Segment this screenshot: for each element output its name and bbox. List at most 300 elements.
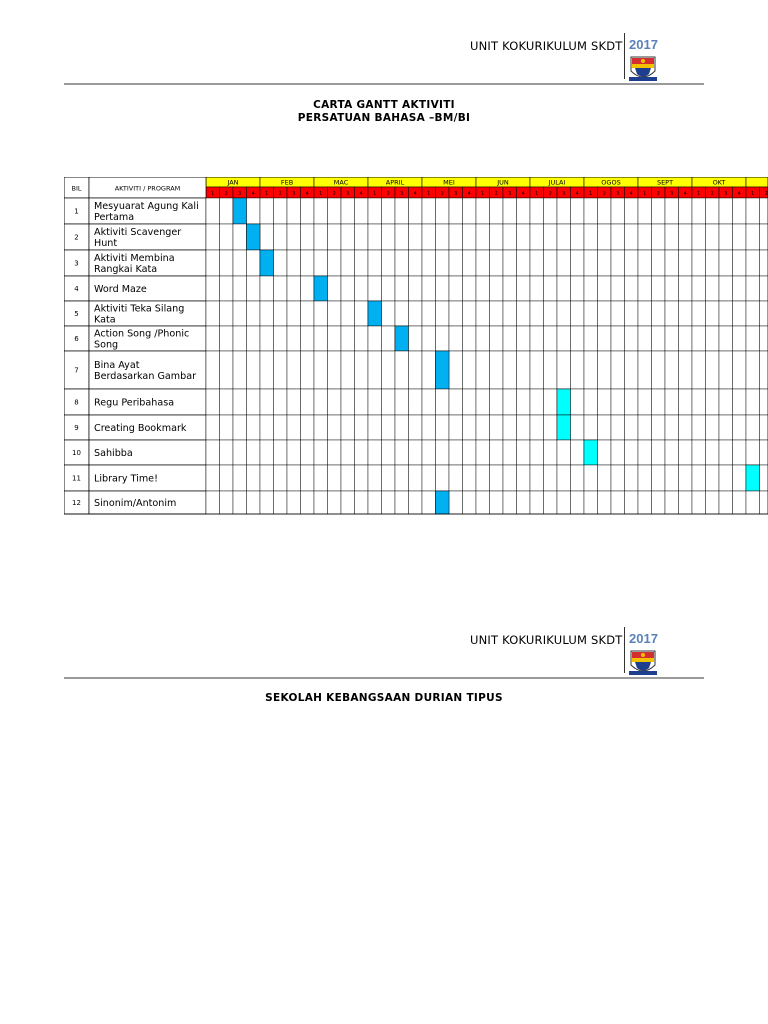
grid-cell <box>409 389 423 415</box>
bil-number: 12 <box>72 499 81 507</box>
grid-cell <box>382 276 396 301</box>
grid-cell <box>557 224 571 250</box>
grid-cell <box>517 326 531 351</box>
grid-cell <box>260 276 274 301</box>
grid-cell <box>233 465 247 491</box>
activity-label: Song <box>94 339 119 351</box>
grid-cell <box>463 198 477 224</box>
grid-cell <box>314 389 328 415</box>
grid-cell <box>503 415 517 440</box>
grid-cell <box>206 389 220 415</box>
week-label: 3 <box>238 191 242 197</box>
grid-cell <box>328 224 342 250</box>
grid-cell <box>409 276 423 301</box>
grid-cell <box>368 198 382 224</box>
gantt-bar <box>436 491 450 514</box>
week-label: 1 <box>373 191 377 197</box>
grid-cell <box>598 326 612 351</box>
grid-cell <box>382 389 396 415</box>
grid-cell <box>733 389 747 415</box>
school-name: SEKOLAH KEBANGSAAN DURIAN TIPUS <box>265 692 503 704</box>
grid-cell <box>422 250 436 276</box>
grid-cell <box>706 351 720 389</box>
grid-cell <box>395 440 409 465</box>
grid-cell <box>341 351 355 389</box>
grid-cell <box>557 326 571 351</box>
grid-cell <box>206 301 220 326</box>
grid-cell <box>530 351 544 389</box>
grid-cell <box>706 465 720 491</box>
activity-label: Word Maze <box>94 284 147 295</box>
grid-cell <box>517 351 531 389</box>
grid-cell <box>247 250 261 276</box>
grid-cell <box>233 351 247 389</box>
week-label: 2 <box>656 191 660 197</box>
grid-cell <box>247 465 261 491</box>
grid-cell <box>476 491 490 514</box>
grid-cell <box>341 389 355 415</box>
grid-cell <box>341 250 355 276</box>
grid-cell <box>422 491 436 514</box>
month-label: JULAI <box>548 178 566 187</box>
grid-cell <box>665 198 679 224</box>
grid-cell <box>503 491 517 514</box>
week-label: 4 <box>359 191 363 197</box>
grid-cell <box>530 198 544 224</box>
grid-cell <box>463 224 477 250</box>
grid-cell <box>247 326 261 351</box>
grid-cell <box>571 326 585 351</box>
grid-cell <box>719 440 733 465</box>
grid-cell <box>301 224 315 250</box>
grid-cell <box>584 415 598 440</box>
grid-cell <box>409 440 423 465</box>
grid-cell <box>760 415 768 440</box>
grid-cell <box>638 465 652 491</box>
week-label: 2 <box>710 191 714 197</box>
month-label: SEPT <box>656 178 674 187</box>
grid-cell <box>341 276 355 301</box>
grid-cell <box>625 198 639 224</box>
grid-cell <box>436 276 450 301</box>
activity-label: Pertama <box>94 212 135 224</box>
grid-cell <box>584 389 598 415</box>
grid-cell <box>679 351 693 389</box>
grid-cell <box>598 465 612 491</box>
grid-cell <box>287 351 301 389</box>
grid-cell <box>544 326 558 351</box>
grid-cell <box>436 465 450 491</box>
grid-cell <box>463 389 477 415</box>
grid-cell <box>530 389 544 415</box>
grid-cell <box>652 440 666 465</box>
grid-cell <box>692 440 706 465</box>
week-label: 4 <box>683 191 687 197</box>
grid-cell <box>719 198 733 224</box>
grid-cell <box>422 415 436 440</box>
grid-cell <box>665 491 679 514</box>
grid-cell <box>733 326 747 351</box>
grid-cell <box>247 415 261 440</box>
grid-cell <box>395 198 409 224</box>
grid-cell <box>422 326 436 351</box>
grid-cell <box>638 250 652 276</box>
gantt-bar <box>746 465 760 491</box>
grid-cell <box>463 491 477 514</box>
grid-cell <box>206 465 220 491</box>
grid-cell <box>355 326 369 351</box>
grid-cell <box>611 250 625 276</box>
grid-cell <box>638 491 652 514</box>
grid-cell <box>571 276 585 301</box>
gantt-svg <box>64 177 768 517</box>
grid-cell <box>341 440 355 465</box>
grid-cell <box>260 415 274 440</box>
grid-cell <box>760 491 768 514</box>
grid-cell <box>598 415 612 440</box>
grid-cell <box>206 276 220 301</box>
grid-cell <box>368 351 382 389</box>
grid-cell <box>287 276 301 301</box>
week-label: 4 <box>413 191 417 197</box>
grid-cell <box>517 465 531 491</box>
grid-cell <box>652 351 666 389</box>
grid-cell <box>679 389 693 415</box>
grid-cell <box>328 440 342 465</box>
grid-cell <box>422 198 436 224</box>
grid-cell <box>355 250 369 276</box>
grid-cell <box>665 224 679 250</box>
grid-cell <box>652 250 666 276</box>
activity-label: Library Time! <box>94 473 158 485</box>
grid-cell <box>206 351 220 389</box>
grid-cell <box>746 326 760 351</box>
grid-cell <box>314 301 328 326</box>
grid-cell <box>422 224 436 250</box>
grid-cell <box>584 326 598 351</box>
grid-cell <box>314 198 328 224</box>
grid-cell <box>557 440 571 465</box>
grid-cell <box>665 276 679 301</box>
grid-cell <box>544 224 558 250</box>
grid-cell <box>706 415 720 440</box>
grid-cell <box>584 465 598 491</box>
grid-cell <box>679 301 693 326</box>
grid-cell <box>733 415 747 440</box>
grid-cell <box>625 440 639 465</box>
week-label: 1 <box>211 191 215 197</box>
grid-cell <box>301 250 315 276</box>
grid-cell <box>652 198 666 224</box>
grid-cell <box>287 440 301 465</box>
grid-cell <box>301 491 315 514</box>
grid-cell <box>220 224 234 250</box>
month-label: FEB <box>280 178 294 187</box>
grid-cell <box>638 389 652 415</box>
grid-cell <box>328 389 342 415</box>
activity-label: Mesyuarat Agung Kali <box>94 200 199 212</box>
grid-cell <box>220 415 234 440</box>
grid-cell <box>557 198 571 224</box>
grid-cell <box>490 491 504 514</box>
grid-cell <box>247 351 261 389</box>
grid-cell <box>692 301 706 326</box>
grid-cell <box>368 326 382 351</box>
grid-cell <box>490 301 504 326</box>
grid-cell <box>544 491 558 514</box>
grid-cell <box>476 250 490 276</box>
grid-cell <box>314 465 328 491</box>
grid-cell <box>314 491 328 514</box>
grid-cell <box>665 301 679 326</box>
grid-cell <box>260 224 274 250</box>
page-2-header <box>0 627 768 683</box>
activity-label: Creating Bookmark <box>94 423 187 434</box>
week-label: 1 <box>481 191 485 197</box>
grid-cell <box>571 389 585 415</box>
grid-cell <box>625 301 639 326</box>
grid-cell <box>260 301 274 326</box>
grid-cell <box>625 224 639 250</box>
grid-cell <box>355 351 369 389</box>
grid-cell <box>503 198 517 224</box>
grid-cell <box>638 198 652 224</box>
grid-cell <box>679 250 693 276</box>
grid-cell <box>706 389 720 415</box>
grid-cell <box>382 326 396 351</box>
grid-cell <box>274 326 288 351</box>
grid-cell <box>287 389 301 415</box>
bil-number: 7 <box>74 366 79 375</box>
grid-cell <box>598 491 612 514</box>
grid-cell <box>584 198 598 224</box>
grid-cell <box>449 465 463 491</box>
grid-cell <box>220 389 234 415</box>
grid-cell <box>611 491 625 514</box>
grid-cell <box>368 389 382 415</box>
grid-cell <box>463 276 477 301</box>
grid-cell <box>652 389 666 415</box>
grid-cell <box>328 415 342 440</box>
week-label: 2 <box>332 191 336 197</box>
grid-cell <box>706 301 720 326</box>
grid-cell <box>314 326 328 351</box>
grid-cell <box>274 389 288 415</box>
grid-cell <box>233 224 247 250</box>
grid-cell <box>206 491 220 514</box>
grid-cell <box>409 301 423 326</box>
week-label: 3 <box>670 191 674 197</box>
grid-cell <box>598 440 612 465</box>
grid-cell <box>625 389 639 415</box>
grid-cell <box>571 250 585 276</box>
grid-cell <box>206 224 220 250</box>
grid-cell <box>679 224 693 250</box>
grid-cell <box>503 250 517 276</box>
header-divider <box>624 33 625 79</box>
week-label: 1 <box>643 191 647 197</box>
grid-cell <box>490 224 504 250</box>
activity-header: AKTIVITI / PROGRAM <box>114 184 181 193</box>
grid-cell <box>233 326 247 351</box>
grid-cell <box>476 440 490 465</box>
grid-cell <box>584 351 598 389</box>
grid-cell <box>476 198 490 224</box>
grid-cell <box>233 250 247 276</box>
month-label: MEI <box>443 178 455 187</box>
chart-subtitle: PERSATUAN BAHASA –BM/BI <box>297 112 471 124</box>
header-year: 2017 <box>629 631 658 646</box>
grid-cell <box>206 440 220 465</box>
grid-cell <box>274 250 288 276</box>
grid-cell <box>341 491 355 514</box>
week-label: 1 <box>751 191 755 197</box>
grid-cell <box>719 326 733 351</box>
activity-label: Kata <box>94 314 116 326</box>
grid-cell <box>449 250 463 276</box>
grid-cell <box>665 351 679 389</box>
grid-cell <box>706 276 720 301</box>
grid-cell <box>719 491 733 514</box>
grid-cell <box>706 491 720 514</box>
grid-cell <box>746 440 760 465</box>
grid-cell <box>557 351 571 389</box>
grid-cell <box>517 198 531 224</box>
grid-cell <box>301 415 315 440</box>
grid-cell <box>382 250 396 276</box>
gantt-bar <box>557 389 571 415</box>
bil-number: 10 <box>72 449 81 457</box>
grid-cell <box>328 491 342 514</box>
grid-cell <box>571 415 585 440</box>
week-label: 4 <box>251 191 255 197</box>
grid-cell <box>760 301 768 326</box>
header-unit-label: UNIT KOKURIKULUM SKDT <box>470 633 623 647</box>
grid-cell <box>328 465 342 491</box>
grid-cell <box>395 276 409 301</box>
grid-cell <box>409 326 423 351</box>
grid-cell <box>517 250 531 276</box>
grid-cell <box>206 415 220 440</box>
grid-cell <box>328 326 342 351</box>
header-year: 2017 <box>629 37 658 52</box>
grid-cell <box>652 415 666 440</box>
grid-cell <box>368 224 382 250</box>
grid-cell <box>517 301 531 326</box>
grid-cell <box>247 198 261 224</box>
grid-cell <box>746 250 760 276</box>
grid-cell <box>233 440 247 465</box>
grid-cell <box>611 389 625 415</box>
grid-cell <box>476 326 490 351</box>
grid-cell <box>382 351 396 389</box>
activity-label: Sinonim/Antonim <box>94 498 177 509</box>
grid-cell <box>368 465 382 491</box>
grid-cell <box>598 224 612 250</box>
grid-cell <box>611 440 625 465</box>
grid-cell <box>625 465 639 491</box>
week-label: 2 <box>494 191 498 197</box>
grid-cell <box>490 326 504 351</box>
grid-cell <box>760 351 768 389</box>
grid-cell <box>760 465 768 491</box>
grid-cell <box>274 198 288 224</box>
grid-cell <box>463 465 477 491</box>
grid-cell <box>638 301 652 326</box>
bil-number: 9 <box>74 424 79 432</box>
grid-cell <box>355 465 369 491</box>
grid-cell <box>733 224 747 250</box>
grid-cell <box>476 351 490 389</box>
grid-cell <box>463 415 477 440</box>
grid-cell <box>571 301 585 326</box>
grid-cell <box>395 301 409 326</box>
grid-cell <box>625 351 639 389</box>
grid-cell <box>301 440 315 465</box>
grid-cell <box>719 351 733 389</box>
grid-cell <box>746 301 760 326</box>
grid-cell <box>355 276 369 301</box>
activity-label: Aktiviti Membina <box>94 252 175 264</box>
grid-cell <box>301 198 315 224</box>
grid-cell <box>544 465 558 491</box>
grid-cell <box>544 415 558 440</box>
gantt-chart <box>64 177 768 521</box>
grid-cell <box>706 250 720 276</box>
grid-cell <box>652 276 666 301</box>
bil-number: 11 <box>72 474 81 483</box>
grid-cell <box>638 224 652 250</box>
gantt-bar <box>233 198 247 224</box>
school-crest-icon <box>629 647 657 677</box>
grid-cell <box>382 301 396 326</box>
month-label: JAN <box>227 178 239 187</box>
grid-cell <box>598 351 612 389</box>
grid-cell <box>544 351 558 389</box>
week-label: 2 <box>278 191 282 197</box>
grid-cell <box>395 351 409 389</box>
grid-cell <box>274 351 288 389</box>
activity-label: Sahibba <box>94 448 133 459</box>
grid-cell <box>260 491 274 514</box>
grid-cell <box>530 276 544 301</box>
grid-cell <box>490 351 504 389</box>
grid-cell <box>220 440 234 465</box>
grid-cell <box>436 198 450 224</box>
grid-cell <box>449 491 463 514</box>
grid-cell <box>220 351 234 389</box>
grid-cell <box>503 351 517 389</box>
grid-cell <box>368 250 382 276</box>
grid-cell <box>530 224 544 250</box>
grid-cell <box>679 491 693 514</box>
grid-cell <box>760 389 768 415</box>
grid-cell <box>733 250 747 276</box>
header-rule <box>64 83 704 85</box>
week-label: 1 <box>319 191 323 197</box>
grid-cell <box>517 440 531 465</box>
gantt-bar <box>247 224 261 250</box>
grid-cell <box>287 224 301 250</box>
grid-cell <box>544 198 558 224</box>
grid-cell <box>233 415 247 440</box>
grid-cell <box>719 276 733 301</box>
grid-cell <box>409 198 423 224</box>
grid-cell <box>638 326 652 351</box>
grid-cell <box>517 491 531 514</box>
grid-cell <box>449 326 463 351</box>
gantt-bar <box>314 276 328 301</box>
